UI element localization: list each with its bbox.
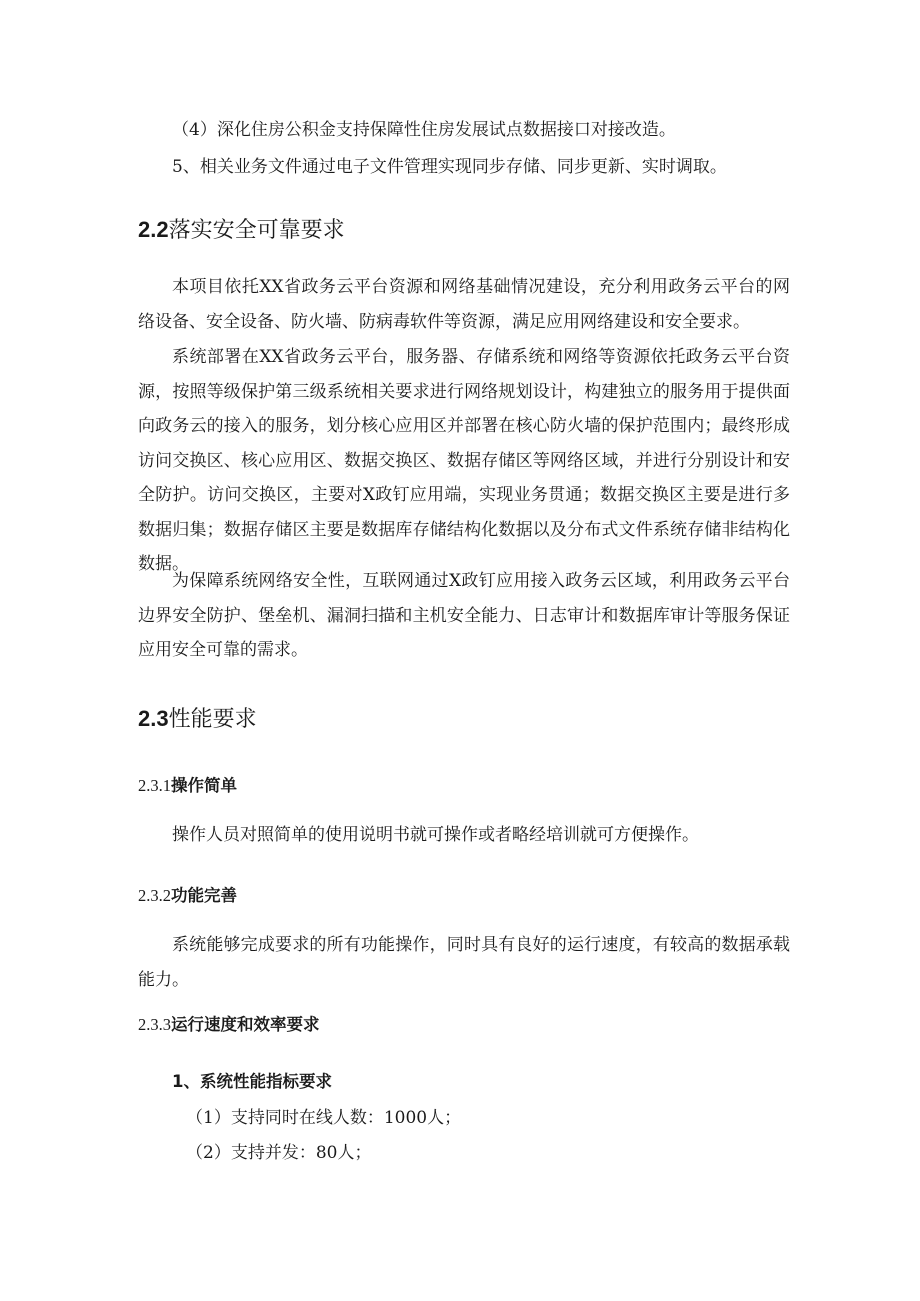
section-heading-2-2 xyxy=(138,213,345,244)
list-item-online-users: （1）支持同时在线人数：1000人； xyxy=(186,1108,462,1128)
subsection-number: 2.3.1 xyxy=(138,776,171,795)
section-title: 落实安全可靠要求 xyxy=(168,218,345,243)
list-item-performance-metrics: 1、系统性能指标要求 xyxy=(172,1072,332,1091)
subsection-number: 2.3.2 xyxy=(138,886,171,905)
subsection-heading-2-3-3 xyxy=(138,1011,320,1035)
list-item-concurrency: （2）支持并发：80人； xyxy=(186,1143,372,1163)
list-item-4: （4）深化住房公积金支持保障性住房发展试点数据接口对接改造。 xyxy=(172,120,676,140)
subsection-title: 功能完善 xyxy=(171,886,237,905)
subsection-number: 2.3.3 xyxy=(138,1015,171,1034)
paragraph-2-2-3: 为保障系统网络安全性，互联网通过X政钉应用接入政务云区域，利用政务云平台边界安全防护、堡垒机、漏洞扫描和主机安全能力、日志审计和数据库审计等服务保证应用安全可靠的需求。 xyxy=(138,571,790,660)
section-heading-2-3 xyxy=(138,702,257,733)
paragraph-2-2-1: 本项目依托XX省政务云平台资源和网络基础情况建设，充分利用政务云平台的网络设备、安全设备、防火墙、防病毒软件等资源，满足应用网络建设和安全要求。 xyxy=(138,277,790,332)
paragraph-2-3-1: 操作人员对照简单的使用说明书就可操作或者略经培训就可方便操作。 xyxy=(172,825,699,845)
section-number: 2.3 xyxy=(138,706,169,731)
section-title: 性能要求 xyxy=(168,707,257,732)
subsection-title: 操作简单 xyxy=(171,776,237,795)
subsection-heading-2-3-1 xyxy=(138,772,237,796)
subsection-heading-2-3-2 xyxy=(138,882,237,906)
subsection-title: 运行速度和效率要求 xyxy=(171,1015,320,1034)
paragraph-2-3-2: 系统能够完成要求的所有功能操作，同时具有良好的运行速度，有较高的数据承载能力。 xyxy=(138,935,790,990)
paragraph-2-2-2: 系统部署在XX省政务云平台，服务器、存储系统和网络等资源依托政务云平台资源，按照等级保护第三级系统相关要求进行网络规划设计，构建独立的服务用于提供面向政务云的接入的服务，划分核心应用区并部署在核心防火墙的保护范围内；最终形成访问交换区、核心应用区、数据交换区、数据存储区等网络区域，并进行分别设计和安全防护。访问交换区，主要对X政钉应用端，实现业务贯通；数据交换区主要是进行多数据归集；数据存储区主要是数据库存储结构化数据以及分布式文件系统存储非结构化数据。 xyxy=(138,347,790,574)
list-item-5: 5、相关业务文件通过电子文件管理实现同步存储、同步更新、实时调取。 xyxy=(172,157,727,177)
section-number: 2.2 xyxy=(138,217,169,242)
